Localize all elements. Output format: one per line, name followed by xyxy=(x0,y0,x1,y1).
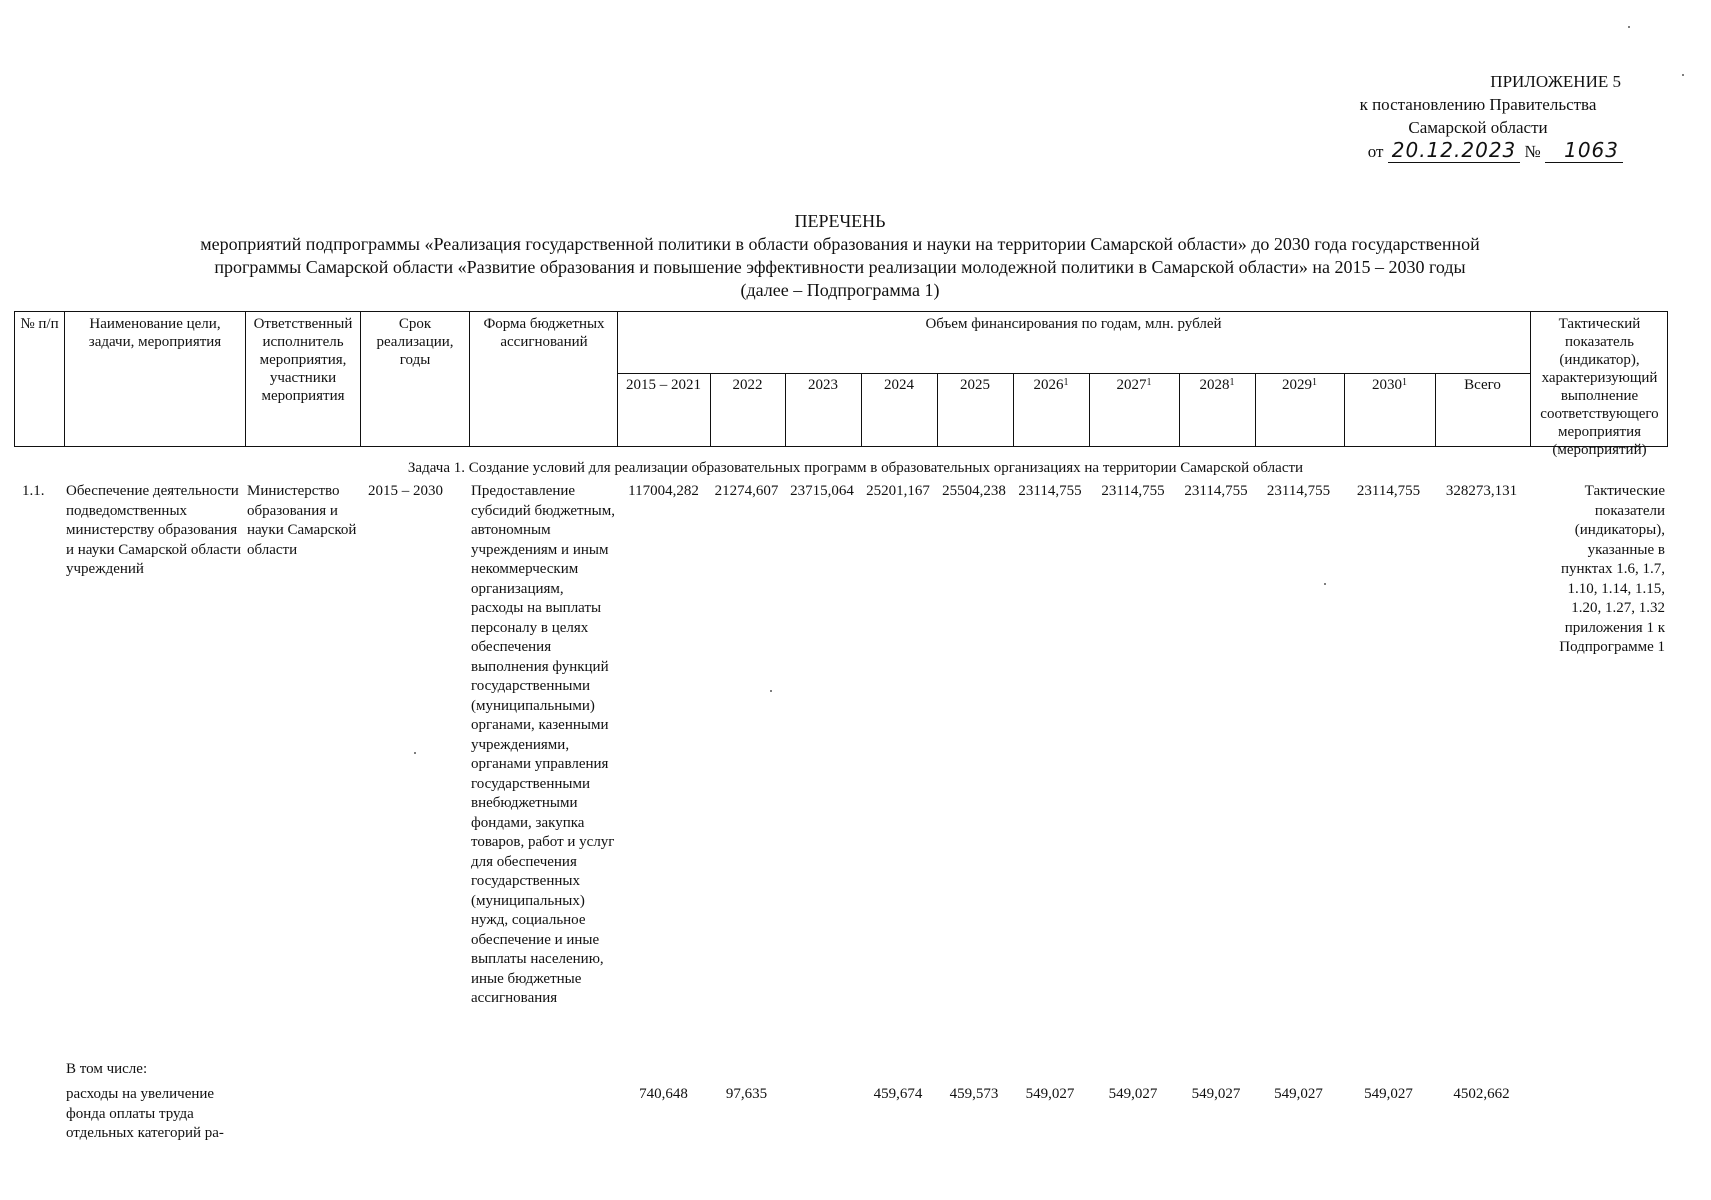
document-heading xyxy=(0,210,1680,302)
appendix-date-line xyxy=(1333,139,1623,163)
sub-value-2030: 549,027 xyxy=(1364,1086,1413,1102)
header-term: Срок реализации, годы xyxy=(376,316,454,368)
heading-line-1: мероприятий подпрограммы «Реализация государственной политики в области образования и науки на территории Самарской области» до 2030 года государственной xyxy=(200,234,1480,254)
sub-value-2026: 549,027 xyxy=(1025,1086,1075,1102)
table-header xyxy=(14,311,1668,458)
handwritten-date: 20.12.2023 xyxy=(1388,139,1521,163)
handwritten-number: 1063 xyxy=(1545,139,1623,163)
sub-value-2028: 549,027 xyxy=(1191,1086,1241,1102)
row-number: 1.1. xyxy=(22,483,45,499)
heading-title: ПЕРЕЧЕНЬ xyxy=(794,211,886,231)
year-header: 2027$^1$ xyxy=(1116,377,1152,393)
including-label: В том числе: xyxy=(66,1061,148,1077)
sub-value-2022: 97,635 xyxy=(725,1086,768,1102)
col-divider xyxy=(469,312,470,446)
year-header: 2022 xyxy=(732,377,763,393)
scan-speck xyxy=(1324,583,1326,585)
header-indicator: Тактический показатель (индикатор), характеризующий выполнение соответствующего мероприятия (мероприятий) xyxy=(1540,316,1659,458)
sub-measure-name: расходы на увеличение фонда оплаты труда отдельных категорий ра- xyxy=(66,1086,224,1141)
sub-value-2015-2021: 740,648 xyxy=(639,1086,688,1102)
header-form: Форма бюджетных ассигнований xyxy=(483,316,605,350)
year-header: 2023 xyxy=(808,377,838,393)
year-header: Всего xyxy=(1464,377,1501,393)
value-2023: 23715,064 xyxy=(790,483,854,499)
col-divider xyxy=(245,312,246,446)
year-header: 2024 xyxy=(884,377,914,393)
appendix-title: ПРИЛОЖЕНИЕ 5 xyxy=(1490,72,1621,91)
value-2027: 23114,755 xyxy=(1101,483,1165,499)
value-2029: 23114,755 xyxy=(1266,483,1331,499)
header-num: № п/п xyxy=(20,316,59,332)
row-divider xyxy=(617,373,1530,374)
task-1-heading: Задача 1. Создание условий для реализации образовательных программ в образовательных организациях на территории Самарской области xyxy=(407,460,1304,476)
year-header: 2029$^1$ xyxy=(1282,377,1317,393)
appendix-block xyxy=(1333,70,1623,163)
year-header: 2025 xyxy=(960,377,990,393)
indicator: Тактические показатели (индикаторы), указанные в пунктах 1.6, 1.7, 1.10, 1.14, 1.15, 1.20, 1.27, 1.32 приложения 1 к Подпрограмме 1 xyxy=(1559,483,1665,655)
heading-line-2: программы Самарской области «Развитие образования и повышение эффективности реализации молодежной политики в Самарской области» на 2015 – 2030 годы xyxy=(214,257,1466,277)
value-2024: 25201,167 xyxy=(866,483,930,499)
sub-value-2024: 459,674 xyxy=(873,1086,923,1102)
year-header: 2030$^1$ xyxy=(1372,377,1407,393)
sub-value-total: 4502,662 xyxy=(1453,1086,1510,1102)
executor: Министерство образования и науки Самарской области xyxy=(247,483,357,558)
date-prefix: от xyxy=(1367,142,1384,161)
appendix-line-2: к постановлению Правительства xyxy=(1359,95,1597,114)
scan-speck xyxy=(770,690,772,692)
year-header: 2026$^1$ xyxy=(1033,377,1069,393)
number-prefix: № xyxy=(1524,142,1541,161)
year-header: 2015 – 2021 xyxy=(626,377,701,393)
scan-speck xyxy=(1682,74,1684,76)
year-header: 2028$^1$ xyxy=(1199,377,1235,393)
heading-line-3: (далее – Подпрограмма 1) xyxy=(740,280,940,300)
value-2026: 23114,755 xyxy=(1018,483,1082,499)
col-divider xyxy=(64,312,65,446)
value-2025: 25504,238 xyxy=(942,483,1006,499)
header-name: Наименование цели, задачи, мероприятия xyxy=(88,316,222,350)
measure-name: Обеспечение деятельности подведомственных министерству образования и науки Самарской области учреждений xyxy=(66,483,242,577)
header-funding: Объем финансирования по годам, млн. рублей xyxy=(925,316,1222,332)
scan-speck xyxy=(1628,26,1630,28)
col-divider xyxy=(1530,312,1531,446)
term: 2015 – 2030 xyxy=(368,483,443,499)
appendix-line-3: Самарской области xyxy=(1408,118,1548,137)
header-executor: Ответственный исполнитель мероприятия, участники мероприятия xyxy=(253,316,353,404)
sub-value-2029: 549,027 xyxy=(1274,1086,1323,1102)
value-2028: 23114,755 xyxy=(1184,483,1248,499)
sub-value-2025: 459,573 xyxy=(949,1086,999,1102)
sub-value-2027: 549,027 xyxy=(1108,1086,1158,1102)
value-2022: 21274,607 xyxy=(714,483,779,499)
value-total: 328273,131 xyxy=(1445,483,1518,499)
scan-speck xyxy=(414,752,416,754)
value-2015-2021: 117004,282 xyxy=(628,483,699,499)
budget-form: Предоставление субсидий бюджетным, автономным учреждениям и иным некоммерческим организациям, расходы на выплаты персоналу в целях обеспечения выполнения функций государственными (муниципальными) органами, казенными учреждениями, органами управления государственными внебюджетными фондами, закупка товаров, работ и услуг для обеспечения государственных (муниципальных) нужд, социальное обеспечение и иные выплаты населению, иные бюджетные ассигнования xyxy=(471,483,615,1006)
value-2030: 23114,755 xyxy=(1356,483,1421,499)
col-divider xyxy=(360,312,361,446)
